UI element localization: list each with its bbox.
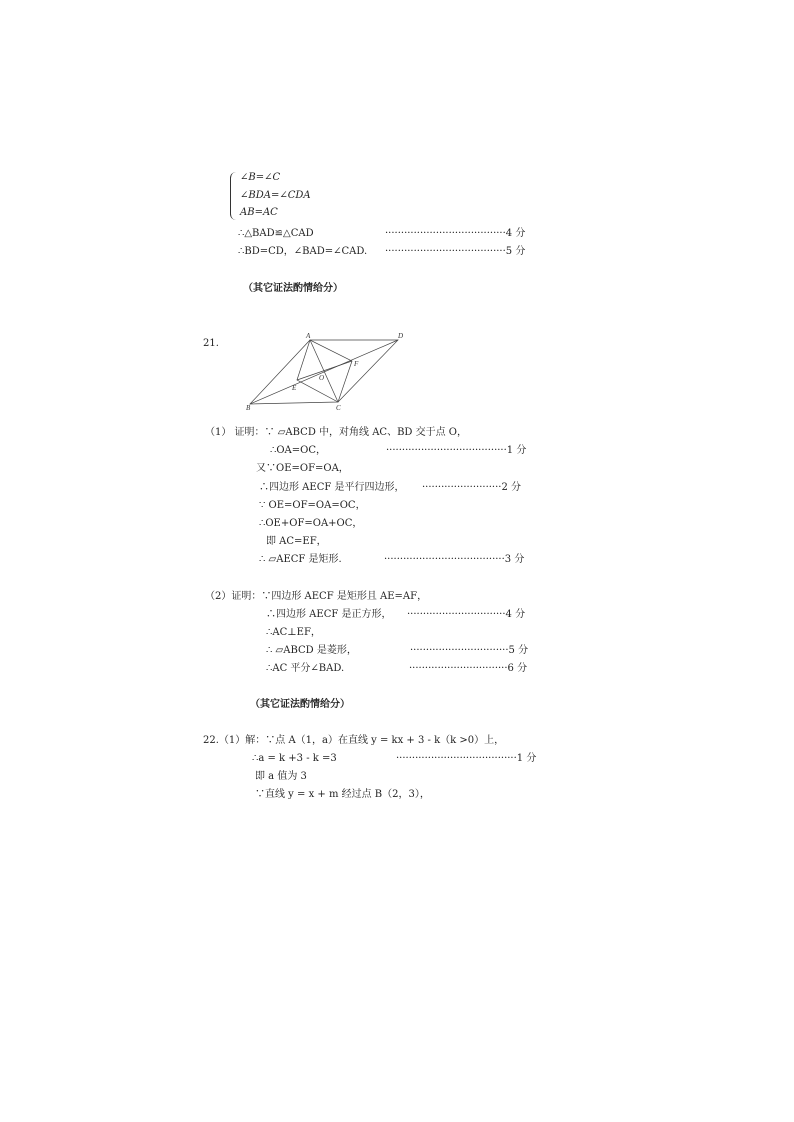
condition-2: ∠BDA=∠CDA (240, 190, 311, 201)
label-e: E (292, 384, 297, 392)
system-brace (230, 172, 237, 220)
rectangle-aecf (297, 340, 352, 402)
p2-line-2: ∴四边形 AECF 是正方形， (266, 609, 392, 620)
p2-line-1: （2）证明：∵四边形 AECF 是矩形且 AE=AF， (205, 591, 428, 602)
step-congruent: ∴△BAD≌△CAD (238, 228, 314, 239)
label-b: B (246, 404, 251, 412)
p1-line-2: ∴OA=OC， (270, 445, 327, 456)
q22-line-1: 22.（1）解：∵点 A（1，a）在直线 y = kx + 3 - k（k >0）上， (203, 735, 505, 746)
p2-line-3: ∴AC⊥EF， (266, 627, 321, 638)
p2-score-6: ·······························6 分 (409, 663, 528, 674)
p1-line-4: ∴四边形 AECF 是平行四边形， (259, 482, 405, 493)
q22-line-3: 即 a 值为 3 (255, 771, 307, 782)
note-alt-proof-2: （其它证法酌情给分） (250, 699, 350, 710)
q22-line-4: ∵直线 y = x + m 经过点 B（2，3）， (255, 789, 430, 800)
p1-line-7: 即 AC=EF， (266, 536, 327, 547)
p1-line-6: ∴OE+OF=OA+OC， (259, 518, 363, 529)
p2-line-5: ∴AC 平分∠BAD. (266, 663, 345, 674)
p2-score-4: ·······························4 分 (407, 609, 526, 620)
p1-score-2: ·························2 分 (422, 482, 522, 493)
segment-ef (297, 361, 352, 380)
note-alt-proof: （其它证法酌情给分） (243, 283, 343, 294)
condition-1: ∠B=∠C (240, 172, 281, 183)
p1-line-1: （1） 证明：∵ ▱ABCD 中，对角线 AC、BD 交于点 O， (205, 427, 467, 438)
q22-line-2: ∴a = k +3 - k =3 (252, 753, 337, 764)
label-o: O (319, 374, 325, 382)
score-4: ······································4 分 (385, 228, 526, 239)
parallelogram-figure (240, 328, 410, 412)
label-d: D (398, 332, 404, 340)
label-c: C (336, 404, 341, 412)
score-5: ······································5 分 (385, 246, 526, 257)
p1-line-5: ∵ OE=OF=OA=OC， (259, 500, 366, 511)
label-a: A (306, 332, 311, 340)
q22-score-1: ······································1 分 (396, 753, 537, 764)
label-f: F (354, 360, 359, 368)
p2-score-5: ·······························5 分 (410, 645, 529, 656)
p2-line-4: ∴ ▱ABCD 是菱形， (266, 645, 357, 656)
p1-line-3: 又∵OE=OF=OA， (256, 463, 349, 474)
step-bd-cd: ∴BD=CD，∠BAD=∠CAD. (238, 246, 368, 257)
p1-score-3: ······································3 分 (384, 554, 525, 565)
condition-3: AB=AC (240, 207, 278, 218)
question-21-number: 21. (203, 338, 219, 349)
p1-score-1: ······································1 分 (386, 445, 527, 456)
p1-line-8: ∴ ▱AECF 是矩形. (259, 554, 342, 565)
